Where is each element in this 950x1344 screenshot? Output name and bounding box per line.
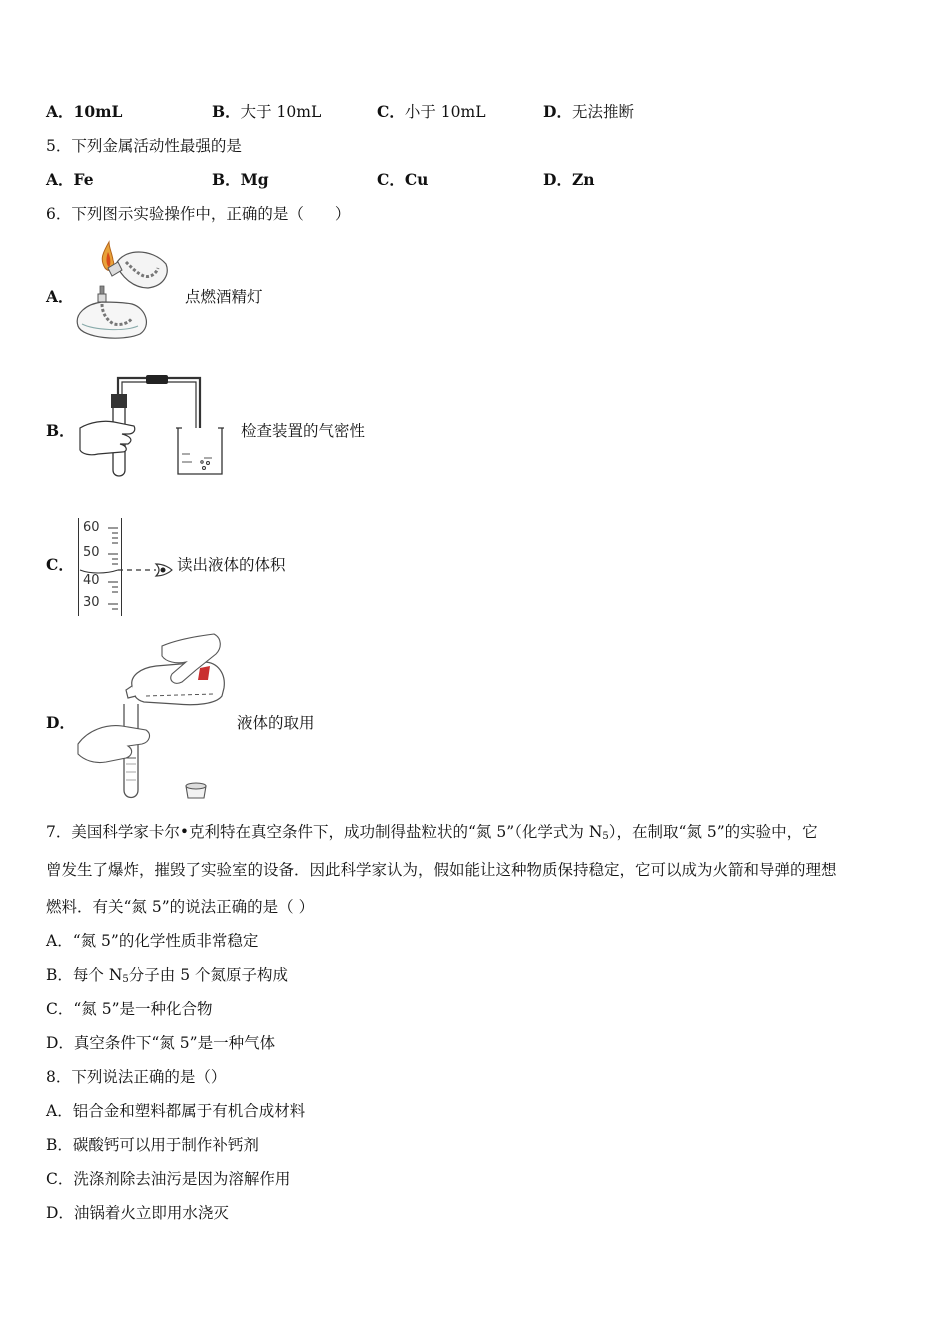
q6-option-a-caption: 点燃酒精灯 <box>185 288 263 306</box>
q4-option-b <box>212 102 321 122</box>
q6-option-b-caption: 检查装置的气密性 <box>241 422 366 440</box>
q4-option-d-letter: D． <box>543 102 572 121</box>
q4-option-d <box>543 102 634 122</box>
q5-option-a-letter: A． <box>46 170 74 189</box>
q4-option-a-text: 10mL <box>73 102 123 121</box>
q7-option-b-pre: B．每个 N <box>46 966 123 984</box>
cylinder-tick-60: 60 <box>83 520 100 535</box>
q4-option-c-text: 小于 10mL <box>404 103 486 121</box>
alcohol-lamp-image <box>72 238 172 344</box>
q5-option-d <box>543 170 595 190</box>
q7-option-d: D．真空条件下“氮 5”是一种气体 <box>46 1034 276 1052</box>
q4-option-a <box>46 102 122 122</box>
q6-option-d-caption: 液体的取用 <box>237 714 315 732</box>
q4-option-c-letter: C． <box>377 102 405 121</box>
q4-option-c <box>377 102 486 122</box>
q7-line-2: 曾发生了爆炸，摧毁了实验室的设备．因此科学家认为，假如能让这种物质保持稳定，它可以成为火箭和导弹的理想 <box>46 861 837 879</box>
liquid-pouring-image <box>76 632 226 804</box>
q6-stem: 6．下列图示实验操作中，正确的是（ ） <box>46 205 351 223</box>
q5-option-a <box>46 170 94 190</box>
q6-option-a-letter: A． <box>46 287 74 306</box>
q8-option-c: C．洗涤剂除去油污是因为溶解作用 <box>46 1170 291 1188</box>
q7-line-1 <box>46 822 818 847</box>
q5-option-d-letter: D． <box>543 170 572 189</box>
q5-option-d-text: Zn <box>571 170 595 189</box>
q4-option-d-text: 无法推断 <box>571 103 634 121</box>
cylinder-tick-30: 30 <box>83 595 100 610</box>
airtightness-apparatus-image <box>78 370 228 480</box>
q5-option-b <box>212 170 269 190</box>
q5-stem: 5．下列金属活动性最强的是 <box>46 137 242 155</box>
q7-line-1-subscript: 5 <box>602 831 609 842</box>
q8-option-b: B．碳酸钙可以用于制作补钙剂 <box>46 1136 259 1154</box>
q7-line-3: 燃料．有关“氮 5”的说法正确的是（ ） <box>46 898 315 916</box>
q6-option-b-letter: B． <box>46 421 75 440</box>
q5-option-b-text: Mg <box>240 170 269 189</box>
q8-stem: 8．下列说法正确的是（） <box>46 1068 227 1086</box>
q5-option-c-text: Cu <box>404 170 429 189</box>
q4-option-b-letter: B． <box>212 102 241 121</box>
q7-option-b <box>46 965 288 990</box>
q5-option-a-text: Fe <box>73 170 94 189</box>
cylinder-scale-image <box>78 518 178 618</box>
q7-option-a: A．“氮 5”的化学性质非常稳定 <box>46 932 259 950</box>
q6-option-d-letter: D． <box>46 713 75 732</box>
q4-option-a-letter: A． <box>46 102 74 121</box>
q4-option-b-text: 大于 10mL <box>240 103 322 121</box>
q7-option-c: C．“氮 5”是一种化合物 <box>46 1000 213 1018</box>
cylinder-tick-40: 40 <box>83 573 100 588</box>
q5-option-c-letter: C． <box>377 170 405 189</box>
q7-option-b-subscript: 5 <box>122 974 129 985</box>
q5-option-b-letter: B． <box>212 170 241 189</box>
q6-option-c-caption: 读出液体的体积 <box>177 556 286 574</box>
q8-option-a: A．铝合金和塑料都属于有机合成材料 <box>46 1102 306 1120</box>
q7-line-1-a: 7．美国科学家卡尔•克利特在真空条件下，成功制得盐粒状的“氮 5”（化学式为 N <box>46 823 603 841</box>
q6-option-c-letter: C． <box>46 555 74 574</box>
q5-option-c <box>377 170 428 190</box>
cylinder-tick-50: 50 <box>83 545 100 560</box>
q8-option-d: D．油锅着火立即用水浇灭 <box>46 1204 229 1222</box>
q7-option-b-post: 分子由 5 个氮原子构成 <box>128 966 288 984</box>
q7-line-1-b: ），在制取“氮 5”的实验中，它 <box>608 823 818 841</box>
